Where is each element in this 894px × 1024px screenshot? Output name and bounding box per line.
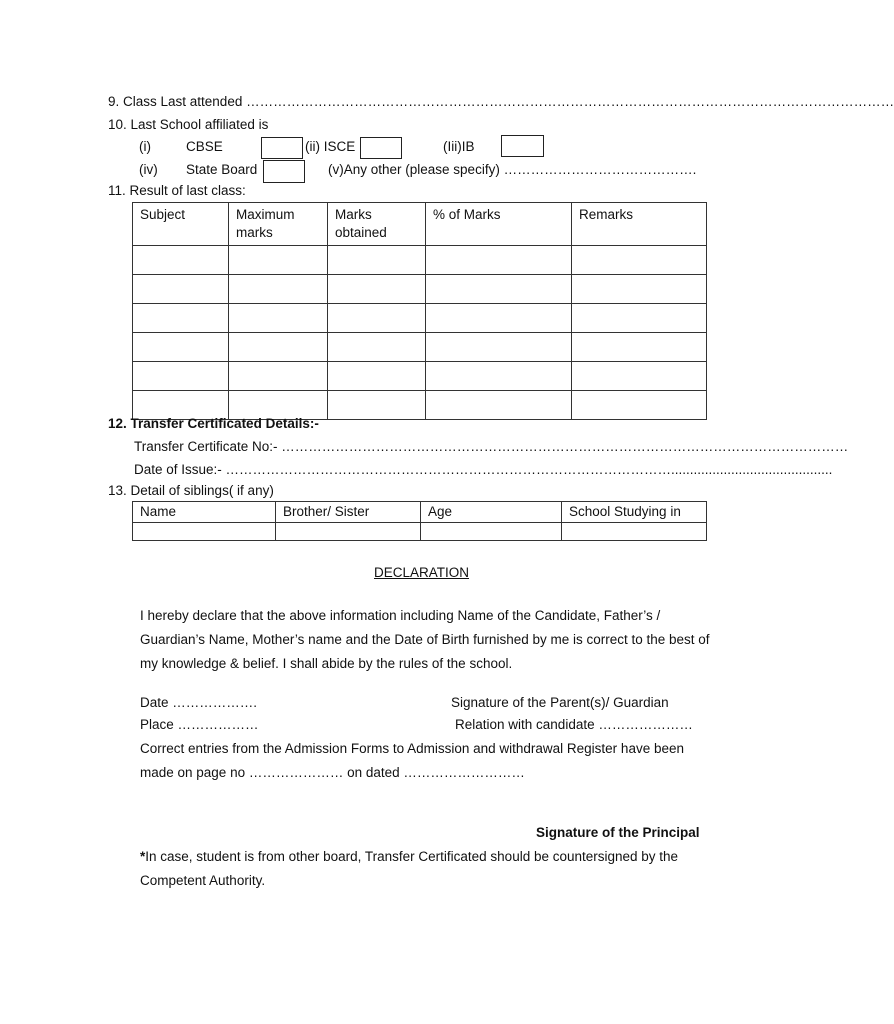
cell-remarks[interactable] [572,333,707,362]
cell-subject[interactable] [133,275,229,304]
cell-marks-obtained[interactable] [328,275,426,304]
cell-maximum-marks[interactable] [229,304,328,333]
cell-marks-obtained[interactable] [328,304,426,333]
principal-signature-label: Signature of the Principal [536,825,700,840]
cell-name[interactable] [133,523,276,541]
cell-maximum-marks[interactable] [229,333,328,362]
cell-maximum-marks[interactable] [229,246,328,275]
option-ib-label: (Iii)IB [443,139,475,154]
cell-percent-marks[interactable] [426,391,572,420]
cell-marks-obtained[interactable] [328,246,426,275]
cell-percent-marks[interactable] [426,333,572,362]
isce-checkbox[interactable] [360,137,402,159]
cell-subject[interactable] [133,304,229,333]
countersign-note [140,845,706,893]
siblings-header-row [133,502,707,523]
cell-remarks[interactable] [572,362,707,391]
option-cbse-label: CBSE [186,139,223,154]
table-row [133,362,707,391]
header-marks-obtained: Marks obtained [328,203,426,246]
relation-with-candidate-field[interactable]: Relation with candidate ………………… [455,717,693,732]
option-cbse-number: (i) [139,139,151,154]
header-name: Name [133,502,276,523]
cell-marks-obtained[interactable] [328,333,426,362]
header-subject: Subject [133,203,229,246]
declaration-title: DECLARATION [374,565,470,580]
cell-percent-marks[interactable] [426,246,572,275]
cell-percent-marks[interactable] [426,362,572,391]
transfer-certificate-heading: 12. Transfer Certificated Details:- [108,416,319,431]
cell-remarks[interactable] [572,275,707,304]
table-row [133,523,707,541]
declaration-text: I hereby declare that the above information including Name of the Candidate, Father’s / Guardian’s Name, Mother’s name and the Date of Birth furnished by me is correct to the best of my knowledge & belief. I shall abide by the rules of the school. [140,608,710,671]
cell-school-studying-in[interactable] [562,523,707,541]
cell-age[interactable] [421,523,562,541]
result-last-class-label: 11. Result of last class: [108,183,246,198]
correct-entries-text: Correct entries from the Admission Forms to Admission and withdrawal Register have been made on page no ………………… on dated ……………………… [140,741,684,780]
option-state-board-label: State Board [186,162,258,177]
table-row [133,246,707,275]
class-last-attended-field[interactable]: ……………………………………………………………………………………………………………………………… [246,94,894,109]
option-any-other[interactable]: (v)Any other (please specify) ……………………………………. [328,162,697,177]
parent-signature-label: Signature of the Parent(s)/ Guardian [451,695,669,710]
declaration-place-field[interactable]: Place ……………… [140,717,259,732]
last-school-affiliated-label: 10. Last School affiliated is [108,117,269,132]
header-percent-marks: % of Marks [426,203,572,246]
cell-subject[interactable] [133,246,229,275]
cell-maximum-marks[interactable] [229,362,328,391]
table-row [133,333,707,362]
cell-subject[interactable] [133,333,229,362]
ib-checkbox[interactable] [501,135,544,157]
note-asterisk: * [140,849,146,864]
cbse-checkbox[interactable] [261,137,303,159]
cell-percent-marks[interactable] [426,304,572,333]
date-of-issue-field[interactable]: Date of Issue:- ………………………………………………………………………………………........................................... [134,462,833,477]
class-last-attended-label: 9. Class Last attended [108,94,243,109]
header-remarks: Remarks [572,203,707,246]
table-row [133,304,707,333]
cell-marks-obtained[interactable] [328,362,426,391]
cell-maximum-marks[interactable] [229,275,328,304]
header-maximum-marks: Maximum marks [229,203,328,246]
results-header-row [133,203,707,246]
option-state-board-number: (iv) [139,162,158,177]
cell-marks-obtained[interactable] [328,391,426,420]
header-school-studying-in: School Studying in [562,502,707,523]
header-brother-sister: Brother/ Sister [276,502,421,523]
cell-percent-marks[interactable] [426,275,572,304]
state-board-checkbox[interactable] [263,160,305,183]
table-row [133,275,707,304]
cell-remarks[interactable] [572,304,707,333]
cell-remarks[interactable] [572,391,707,420]
header-age: Age [421,502,562,523]
note-text: In case, student is from other board, Transfer Certificated should be countersigned by the Competent Authority. [140,849,679,888]
cell-subject[interactable] [133,362,229,391]
class-last-attended-line [108,94,894,109]
transfer-certificate-no-field[interactable]: Transfer Certificate No:- ……………………………………………………………………………………………………………… [134,439,849,454]
cell-remarks[interactable] [572,246,707,275]
results-table [132,202,707,420]
siblings-label: 13. Detail of siblings( if any) [108,483,274,498]
siblings-table [132,501,707,541]
option-isce-label: (ii) ISCE [305,139,356,154]
declaration-date-field[interactable]: Date ………………. [140,695,258,710]
cell-brother-sister[interactable] [276,523,421,541]
